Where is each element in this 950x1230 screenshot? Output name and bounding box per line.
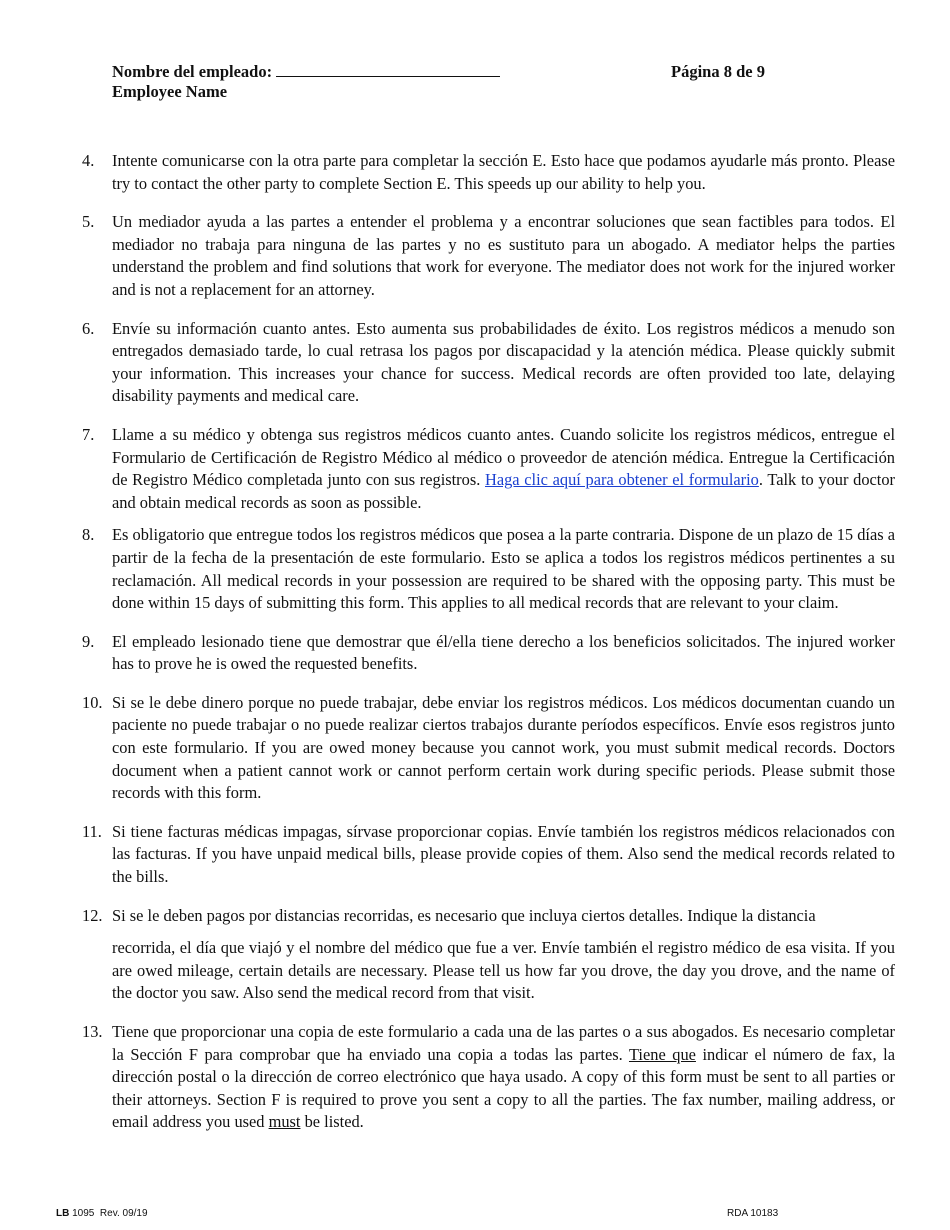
item-number: 10. [82, 692, 103, 712]
page-number: Página 8 de 9 [671, 62, 765, 81]
list-item [82, 1021, 895, 1134]
item-text: Si se le debe dinero porque no puede trabajar, debe enviar los registros médicos. Los médicos documentan cuando un paciente no puede trabajar o no puede realizar ciertos trabajos durante períodos específicos. Envíe esos registros junto con este formulario. If you are owed money because you cannot work, you must submit medical records. Doctors document when a patient cannot work or cannot perform certain work during specific periods. Please submit those records with this form. [112, 692, 895, 803]
item-text-after: . Talk to your doctor and obtain medical records as soon as possible. [112, 470, 895, 512]
item-number: 9. [82, 631, 95, 651]
item-text-a: Tiene que proporcionar una copia de este formulario a cada una de las partes o a sus abogados. Es necesario completar la Sección F para comprobar que ha enviado una copia a todas las partes. [112, 1022, 895, 1064]
item-number: 7. [82, 424, 95, 444]
item-text: Envíe su información cuanto antes. Esto aumenta sus probabilidades de éxito. Los registros médicos a menudo son entregados demasiado tarde, lo cual retrasa los pagos por discapacidad y la atención médica. Please quickly submit your information. This increases your chance for success. Medical records are often provided too late, delaying disability payments and medical care. [112, 318, 895, 406]
list-item [82, 821, 895, 889]
item-text-rest: recorrida, el día que viajó y el nombre del médico que fue a ver. Envíe también el registro médico de esa visita. If you are owed mileage, certain details are necessary. Please tell us how far you drove, the day you drove, and the name of the doctor you saw. Also send the medical record from that visit. [112, 938, 895, 1003]
list-item [82, 150, 895, 195]
list-item [82, 692, 895, 805]
employee-name-label-en: Employee Name [112, 82, 228, 101]
item-text: Si tiene facturas médicas impagas, sírvase proporcionar copias. Envíe también los registros médicos relacionados con las facturas. If you have unpaid medical bills, please provide copies of them. Also send the medical records related to the bills. [112, 821, 895, 887]
item-number: 11. [82, 821, 102, 841]
underlined-text-tiene-que: Tiene que [628, 1044, 696, 1064]
employee-name-field[interactable] [276, 62, 500, 77]
item-number: 6. [82, 318, 95, 338]
item-number: 4. [82, 151, 95, 170]
list-item [82, 905, 895, 1005]
item-text: Intente comunicarse con la otra parte para completar la sección E. Esto hace que podamos ayudarle más pronto. Please try to contact the other party to complete Section E. This speeds up our ability to help you. [112, 151, 895, 193]
item-text-c: be listed. [300, 1112, 364, 1132]
rda-code: RDA 10183 [727, 1208, 779, 1219]
instructions-list [82, 150, 895, 1150]
item-text: Un mediador ayuda a las partes a entender el problema y a encontrar soluciones que sean factibles para todos. El mediador no trabaja para ninguna de las partes y no es sustituto para un abogado. A mediator helps the parties understand the problem and find solutions that work for everyone. The mediator does not work for the injured worker and is not a replacement for an attorney. [112, 212, 895, 299]
item-number: 13. [82, 1022, 103, 1041]
item-text [112, 905, 895, 1005]
item-text-b: indicar el número de fax, la dirección postal o la dirección de correo electrónico que haya usado. A copy of this form must be sent to all parties or their attorneys. Section F is required to prove you sent a copy to all the parties. The fax number, mailing address, or email address you used [112, 1044, 895, 1132]
form-rev: 1095 Rev. 09/19 [69, 1208, 148, 1219]
item-text-first-line: Si se le deben pagos por distancias recorridas, es necesario que incluya ciertos detalles. Indique la distancia [112, 905, 816, 925]
list-item [82, 631, 895, 676]
list-item [82, 524, 895, 614]
item-number: 12. [82, 905, 103, 925]
page-header [112, 62, 812, 102]
item-text [112, 1021, 895, 1134]
item-text: Es obligatorio que entregue todos los registros médicos que posea a la parte contraria. Dispone de un plazo de 15 días a partir de la fecha de la presentación de este formulario. Esto se aplica a todos los registros médicos pertinentes a su reclamación. All medical records in your possession are required to be shared with the opposing party. This must be done within 15 days of submitting this form. This applies to all medical records that are relevant to your claim. [112, 525, 895, 613]
item-number: 8. [82, 525, 95, 545]
item-number: 5. [82, 212, 95, 232]
item-text-before: Llame a su médico y obtenga sus registros médicos cuanto antes. Cuando solicite los registros médicos, entregue el Formulario de Certificación de Registro Médico al médico o proveedor de atención médica. Entregue la Certificación de Registro Médico completada junto con sus registros. [112, 424, 895, 490]
underlined-text-must: must [268, 1112, 301, 1132]
list-item [82, 424, 895, 514]
employee-name-row [112, 62, 812, 82]
employee-name-label: Nombre del empleado: [112, 62, 273, 81]
form-code: LB [56, 1208, 70, 1219]
item-text [112, 424, 895, 514]
form-link[interactable]: Haga clic aquí para obtener el formulario [485, 470, 759, 490]
list-item [82, 318, 895, 408]
item-text: El empleado lesionado tiene que demostrar que él/ella tiene derecho a los beneficios solicitados. The injured worker has to prove he is owed the requested benefits. [112, 631, 895, 674]
list-item [82, 211, 895, 301]
form-revision [56, 1208, 148, 1219]
